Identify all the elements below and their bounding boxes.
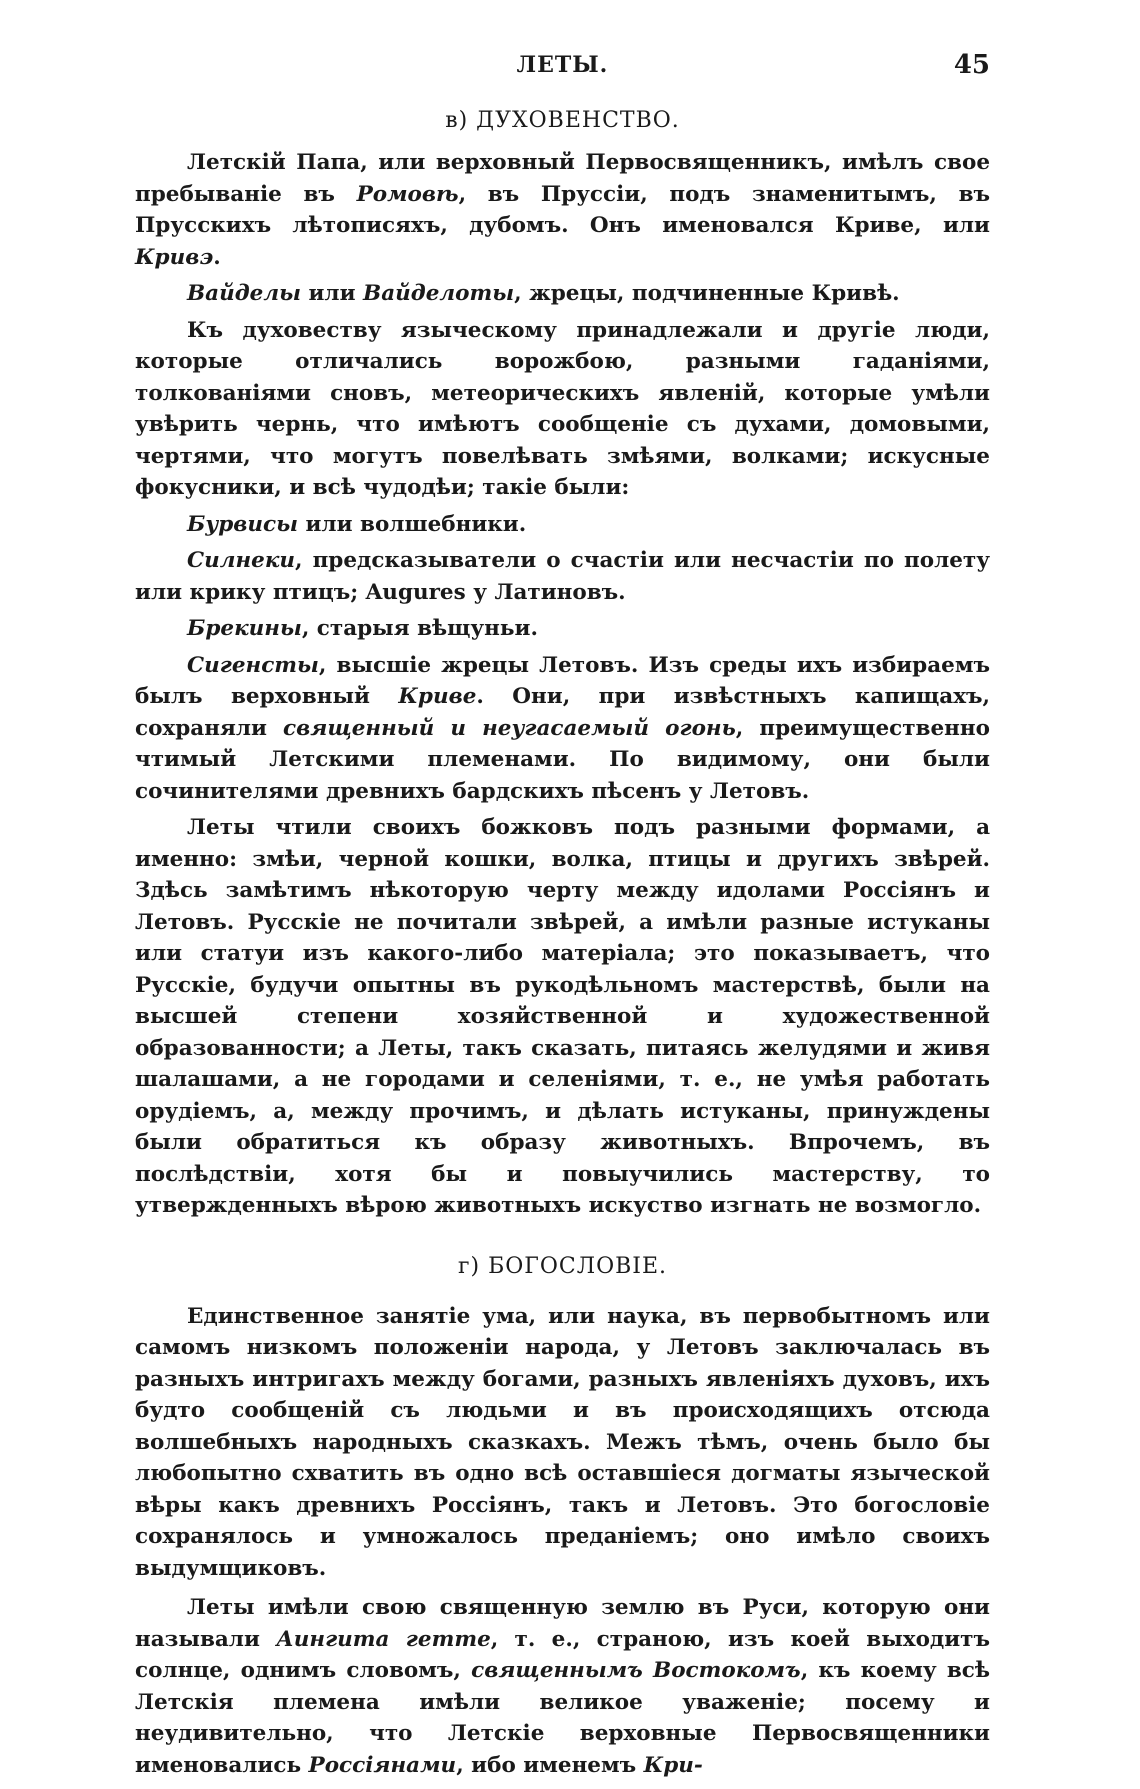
page-number: 45 bbox=[953, 50, 990, 80]
text-span: или волшебники. bbox=[298, 511, 527, 537]
italic-term: Брекины bbox=[187, 616, 302, 641]
italic-term: священнымъ Востокомъ bbox=[471, 1658, 801, 1683]
latin-term: Augures bbox=[365, 579, 466, 605]
text-span: , т. е., страною, изъ коей выходитъ солнце, однимъ словомъ, bbox=[135, 1626, 990, 1683]
paragraph bbox=[135, 545, 990, 608]
text-span: , старыя вѣщуньи. bbox=[301, 616, 538, 641]
paragraph bbox=[135, 613, 990, 645]
italic-term: Сигенсты bbox=[187, 652, 319, 678]
italic-term: Аингита геттe bbox=[276, 1626, 491, 1652]
document-page bbox=[135, 50, 990, 1789]
text-span: или bbox=[300, 281, 364, 306]
text-span: , предсказыватели о счастіи или несчастіи по полету или крику птицъ; bbox=[135, 548, 990, 605]
text-span: , жрецы, подчиненные Кривѣ. bbox=[514, 281, 900, 306]
text-span: Летскій Папа, или верховный Первосвященникъ, имѣлъ свое пребываніе въ bbox=[135, 150, 990, 207]
running-head: ЛЕТЫ. bbox=[516, 52, 609, 78]
text-span: , преимущественно чтимый Летскими племенами. По видимому, они были сочинителями древнихъ бардскихъ пѣсенъ у Летовъ. bbox=[135, 715, 990, 804]
text-span: , въ Пруссіи, подъ знаменитымъ, въ Прусскихъ лѣтописяхъ, дубомъ. Онъ именовался Криве, или bbox=[135, 181, 990, 238]
italic-term: Вайделы bbox=[187, 281, 301, 306]
text-span: , высшіе жрецы Летовъ. Изъ среды ихъ избираемъ былъ верховный bbox=[135, 652, 990, 709]
italic-term: Ромовѣ bbox=[356, 181, 459, 207]
italic-term: Кривэ bbox=[135, 244, 214, 270]
text-span: , ибо именемъ bbox=[456, 1752, 644, 1778]
paragraph: Къ духовеству языческому принадлежали и другіе люди, которые отличались ворожбою, разными гаданіями, толкованіями сновъ, метеорическихъ явленій, которые умѣли увѣрить чернь, что имѣютъ сообщеніе съ духами, домовыми, чертями, что могутъ повелѣвать змѣями, волками; искусные фокусники, и всѣ чудодѣи; такіе были: bbox=[135, 317, 990, 500]
text-span: . bbox=[213, 244, 221, 270]
italic-term: Криве bbox=[398, 684, 477, 709]
italic-term: Вайделоты bbox=[363, 281, 515, 306]
page-header bbox=[135, 50, 990, 90]
text-span: Леты имѣли свою священную землю въ Руси, которую они называли bbox=[135, 1595, 990, 1652]
text-span: . Они, при извѣстныхъ капищахъ, сохраняли bbox=[135, 684, 991, 741]
section-title-theology: г) БОГОСЛОВІЕ. bbox=[457, 1253, 668, 1279]
paragraph bbox=[135, 147, 990, 273]
text-span: у Латиновъ. bbox=[465, 579, 626, 605]
italic-term: Силнеки bbox=[187, 548, 296, 573]
paragraph: Единственное занятіе ума, или наука, въ первобытномъ или самомъ низкомъ положеніи народа, у Летовъ заключалась въ разныхъ интригахъ между богами, разныхъ явленіяхъ духовъ, ихъ будто сообщеній съ людьми и въ происходящихъ отсюда волшебныхъ народныхъ сказкахъ. Межъ тѣмъ, очень было бы любопытно схватить въ одно всѣ оставшіеся догматы языческой вѣры какъ древнихъ Россіянъ, такъ и Летовъ. Это богословіе сохранялось и умножалось преданіемъ; оно имѣло своихъ выдумщиковъ. bbox=[135, 1303, 990, 1581]
paragraph bbox=[135, 509, 990, 541]
italic-term: Бурвисы bbox=[187, 511, 298, 537]
paragraph bbox=[135, 1592, 990, 1781]
paragraph: Леты чтили своихъ божковъ подъ разными формами, а именно: змѣи, черной кошки, волка, птицы и другихъ звѣрей. Здѣсь замѣтимъ нѣкоторую черту между идолами Россіянъ и Летовъ. Русскіе не почитали звѣрей, а имѣли разные истуканы или статуи изъ какого-либо матеріала; это показываетъ, что Русскіе, будучи опытны въ рукодѣльномъ мастерствѣ, были на высшей степени хозяйственной и художественной образованности; а Леты, такъ сказать, питаясь желудями и живя шалашами, а не городами и селеніями, т. е., не умѣя работать орудіемъ, а, между прочимъ, и дѣлать истуканы, принуждены были обратиться къ образу животныхъ. Впрочемъ, въ послѣдствіи, хотя бы и повыучились мастерству, то утвержденныхъ вѣрою животныхъ искуство изгнать не возмогло. bbox=[135, 815, 990, 1218]
italic-term: Россіянами bbox=[308, 1752, 457, 1778]
section-title-clergy: в) ДУХОВЕНСТВО. bbox=[445, 108, 680, 133]
paragraph bbox=[135, 650, 990, 808]
text-span: , къ коему всѣ Летскія племена имѣли великое уваженіе; посему и неудивительно, что Летскіе верховные Первосвященники именовались bbox=[135, 1658, 991, 1778]
paragraph bbox=[135, 278, 990, 310]
italic-term: Кри- bbox=[643, 1752, 703, 1778]
italic-term: священный и неугасаемый огонь bbox=[283, 715, 736, 741]
